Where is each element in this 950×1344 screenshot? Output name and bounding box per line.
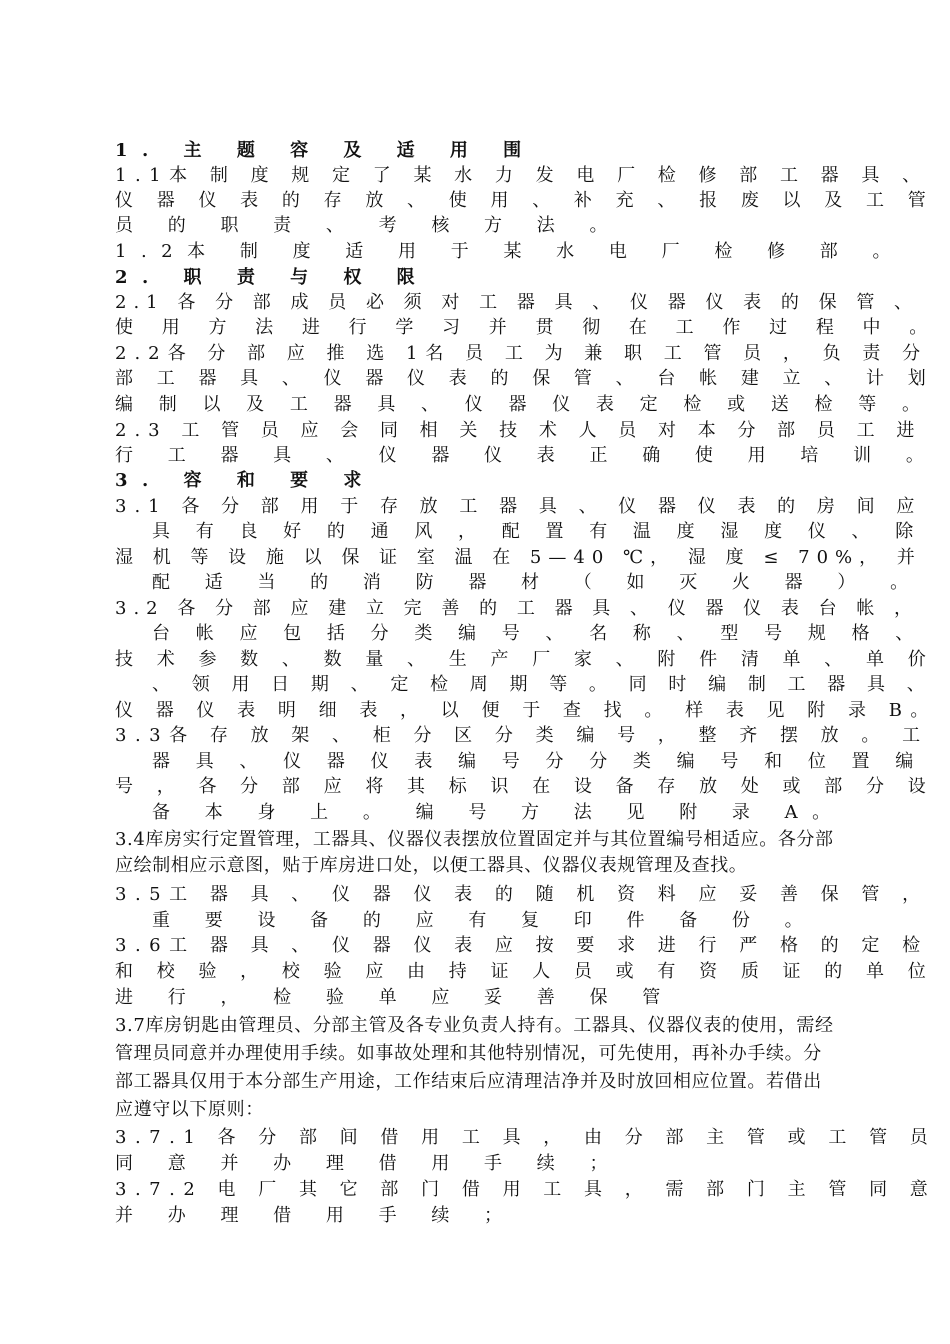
- paragraph-line: 3.7.1 各 分 部 间 借 用 工 具 ， 由 分 部 主 管 或 工 管 员: [115, 1127, 937, 1148]
- section-2-heading: 2. 职 责 与 权 限: [115, 267, 430, 288]
- paragraph-line: 器 具 、 仪 器 仪 表 编 号 分 分 类 编 号 和 位 置 编: [152, 751, 924, 772]
- paragraph-line: 3.5工 器 具 、 仪 器 仪 表 的 随 机 资 料 应 妥 善 保 管 ，: [115, 884, 929, 905]
- paragraph-line: 管理员同意并办理使用手续。如事故处理和其他特别情况，可先使用，再补办手续。分: [115, 1043, 822, 1064]
- paragraph-line: 进 行 ， 检 验 单 应 妥 善 保 管: [115, 987, 675, 1008]
- paragraph-line: 、 领 用 日 期 、 定 检 周 期 等 。 同 时 编 制 工 器 具 、: [152, 674, 933, 695]
- paragraph-line: 应遵守以下原则：: [115, 1099, 264, 1120]
- paragraph-line: 3.3各 存 放 架 、 柜 分 区 分 类 编 号 ， 整 齐 摆 放 。 工: [115, 725, 929, 746]
- paragraph-line: 并 办 理 借 用 手 续 ；: [115, 1205, 517, 1226]
- paragraph-line: 配 适 当 的 消 防 器 材 （ 如 灭 火 器 ） 。: [152, 572, 923, 593]
- paragraph-line: 备 本 身 上 。 编 号 方 法 见 附 录 A。: [152, 802, 845, 823]
- paragraph-line: 编 制 以 及 工 器 具 、 仪 器 仪 表 定 检 或 送 检 等 。: [115, 394, 930, 415]
- paragraph-line: 号 ， 各 分 部 应 将 其 标 识 在 设 备 存 放 处 或 部 分 设: [115, 776, 935, 797]
- section-1-heading: 1. 主 题 容 及 适 用 围: [115, 140, 536, 161]
- paragraph-line: 2.2各 分 部 应 推 选 1名 员 工 为 兼 职 工 管 员 ， 负 责 分: [115, 343, 929, 364]
- paragraph-line: 重 要 设 备 的 应 有 复 印 件 备 份 。: [152, 910, 818, 931]
- paragraph-line: 2.3 工 管 员 应 会 同 相 关 技 术 人 员 对 本 分 部 员 工 进: [115, 420, 923, 441]
- paragraph-line: 仪 器 仪 表 明 细 表 ， 以 便 于 查 找 。 样 表 见 附 录 B。: [115, 700, 937, 721]
- paragraph-line: 仪 器 仪 表 的 存 放 、 使 用 、 补 充 、 报 废 以 及 工 管: [115, 190, 935, 211]
- paragraph-line: 行 工 器 具 、 仪 器 仪 表 正 确 使 用 培 训 。: [115, 445, 939, 466]
- paragraph-line: 部工器具仅用于本分部生产用途，工作结束后应清理洁净并及时放回相应位置。若借出: [115, 1071, 822, 1092]
- paragraph-line: 具 有 良 好 的 通 风 ， 配 置 有 温 度 湿 度 仪 、 除: [152, 521, 924, 542]
- paragraph-line: 同 意 并 办 理 借 用 手 续 ；: [115, 1153, 622, 1174]
- paragraph-line: 使 用 方 法 进 行 学 习 并 贯 彻 在 工 作 过 程 中 。: [115, 317, 939, 338]
- paragraph-line: 3.2 各 分 部 应 建 立 完 善 的 工 器 具 、 仪 器 仪 表 台 帐 ，: [115, 598, 920, 619]
- paragraph-line: 技 术 参 数 、 数 量 、 生 产 厂 家 、 附 件 清 单 、 单 价: [115, 649, 935, 670]
- paragraph-line: 3.6工 器 具 、 仪 器 仪 表 应 按 要 求 进 行 严 格 的 定 检: [115, 935, 929, 956]
- section-3-heading: 3. 容 和 要 求: [115, 470, 376, 491]
- paragraph-line: 部 工 器 具 、 仪 器 仪 表 的 保 管 、 台 帐 建 立 、 计 划: [115, 368, 935, 389]
- paragraph-line: 2.1 各 分 部 成 员 必 须 对 工 器 具 、 仪 器 仪 表 的 保 管 、: [115, 292, 920, 313]
- paragraph-line: 应绘制相应示意图，贴于库房进口处，以便工器具、仪器仪表规管理及查找。: [115, 855, 748, 876]
- paragraph-line: 台 帐 应 包 括 分 类 编 号 、 名 称 、 型 号 规 格 、: [152, 623, 924, 644]
- paragraph-line: 3.1 各 分 部 用 于 存 放 工 器 具 、 仪 器 仪 表 的 房 间 应: [115, 496, 923, 517]
- paragraph-line: 湿 机 等 设 施 以 保 证 室 温 在 5—40 ℃， 湿 度 ≤ 70%， 并: [115, 547, 922, 568]
- paragraph-line: 和 校 验 ， 校 验 应 由 持 证 人 员 或 有 资 质 证 的 单 位: [115, 961, 935, 982]
- paragraph-line: 3.7.2 电 厂 其 它 部 门 借 用 工 具 ， 需 部 门 主 管 同 意: [115, 1179, 937, 1200]
- paragraph-line: 1.2本 制 度 适 用 于 某 水 电 厂 检 修 部 。: [115, 241, 906, 262]
- paragraph-line: 3.7库房钥匙由管理员、分部主管及各专业负责人持有。工器具、仪器仪表的使用，需经: [115, 1015, 834, 1036]
- paragraph-line: 3.4库房实行定置管理，工器具、仪器仪表摆放位置固定并与其位置编号相适应。各分部: [115, 829, 834, 850]
- paragraph-line: 1.1本 制 度 规 定 了 某 水 力 发 电 厂 检 修 部 工 器 具 、: [115, 165, 929, 186]
- paragraph-line: 员 的 职 责 、 考 核 方 法 。: [115, 215, 622, 236]
